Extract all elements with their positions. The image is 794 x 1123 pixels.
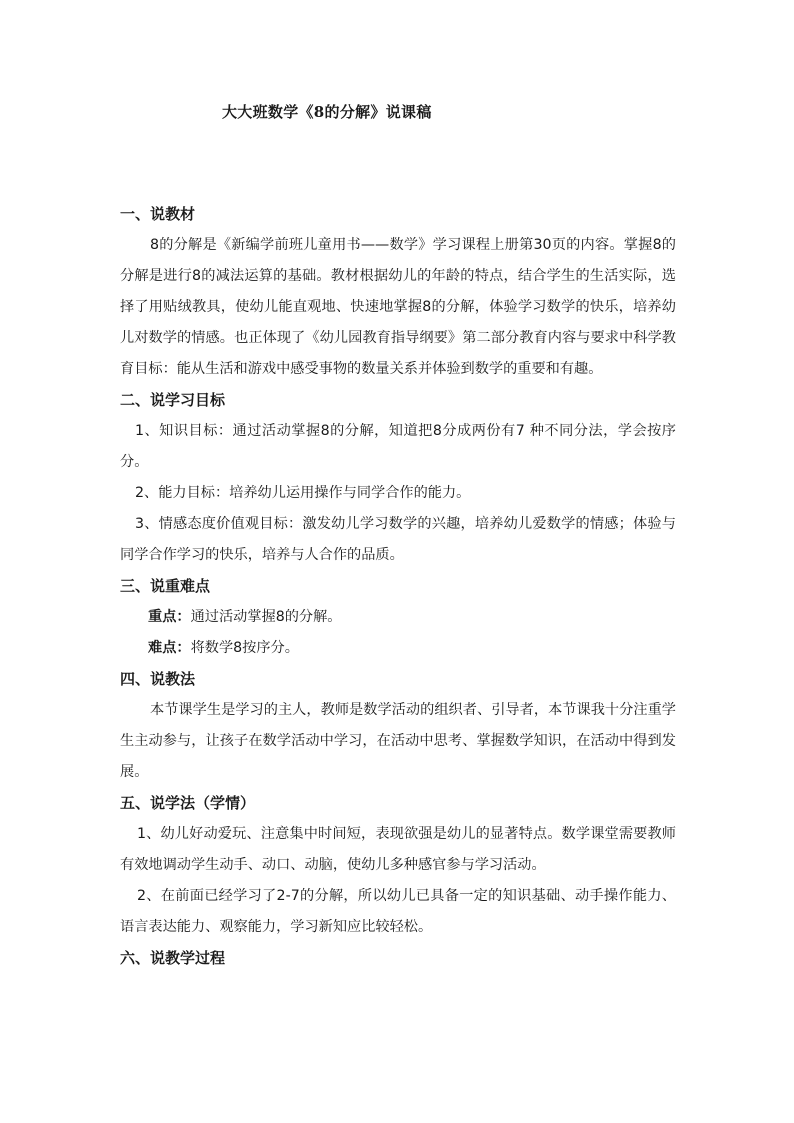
section-heading-key-points: 三、说重难点 [120,577,211,595]
key-point-text: 通过活动掌握8的分解。 [190,609,342,625]
paragraph-teaching-method: 本节课学生是学习的主人，教师是数学活动的组织者、引导者，本节课我十分注重学生主动参与，让孩子在数学活动中学习，在活动中思考、掌握数学知识，在活动中得到发展。 [120,702,676,780]
difficulty-label: 难点： [148,640,191,656]
key-point-label: 重点： [148,609,191,625]
goal-ability: 2、能力目标：培养幼儿运用操作与同学合作的能力。 [135,485,471,501]
difficulty-line [120,633,676,664]
paragraph-teaching-material: 8的分解是《新编学前班儿童用书——数学》学习课程上册第30页的内容。掌握8的分解是进行8的减法运算的基础。教材根据幼儿的年龄的特点，结合学生的生活实际，选择了用贴绒教具，使幼儿能直观地、快速地掌握8的分解，体验学习数学的快乐，培养幼儿对数学的情感。也正体现了《幼儿园教育指导纲要》第二部分教育内容与要求中科学教育目标：能从生活和游戏中感受事物的数量关系并体验到数学的重要和有趣。 [120,237,676,377]
paragraph-learning-method-1: 1、幼儿好动爱玩、注意集中时间短，表现欲强是幼儿的显著特点。数学课堂需要教师有效地调动学生动手、动口、动脑，使幼儿多种感官参与学习活动。 [120,826,676,873]
section-heading-learning-method: 五、说学法（学情） [120,794,256,812]
document-body [120,199,676,974]
document-title: 大大班数学《8的分解》说课稿 [222,103,432,121]
difficulty-text: 将数学8按序分。 [190,640,299,656]
paragraph-learning-method-2: 2、在前面已经学习了2-7的分解，所以幼儿已具备一定的知识基础、动手操作能力、语言表达能力、观察能力，学习新知应比较轻松。 [120,888,676,935]
section-heading-teaching-process: 六、说教学过程 [120,949,226,967]
section-heading-learning-goals: 二、说学习目标 [120,391,226,409]
section-heading-teaching-method: 四、说教法 [120,670,196,688]
key-point-line [120,602,676,633]
goal-knowledge: 1、知识目标：通过活动掌握8的分解，知道把8分成两份有7 种不同分法，学会按序分。 [120,423,676,470]
section-heading-teaching-material: 一、说教材 [120,205,196,223]
goal-emotion: 3、情感态度价值观目标：激发幼儿学习数学的兴趣，培养幼儿爱数学的情感；体验与同学合作学习的快乐，培养与人合作的品质。 [120,516,676,563]
